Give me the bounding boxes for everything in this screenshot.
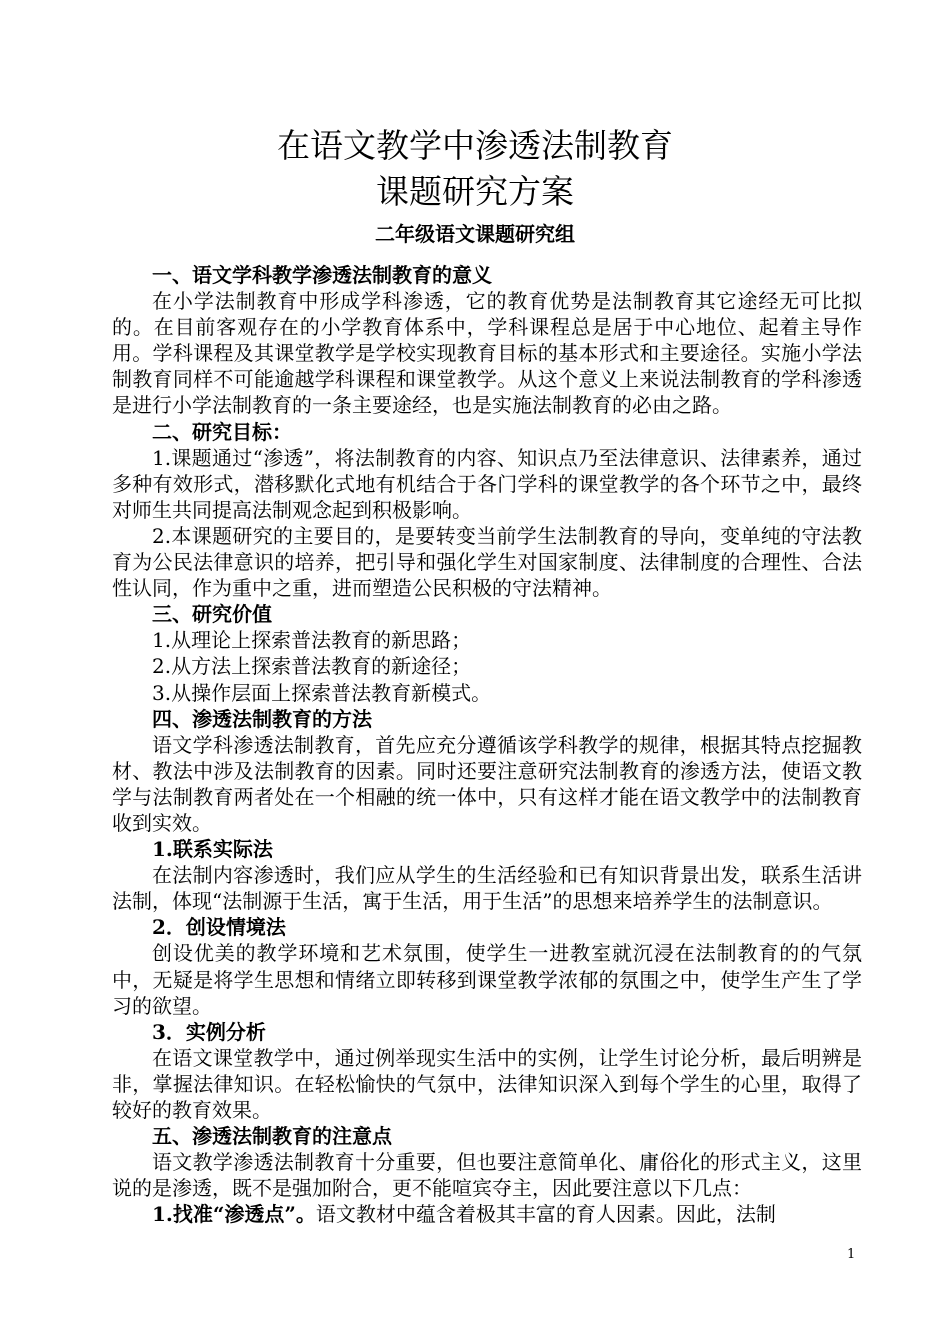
section-5-point-1 (112, 1201, 862, 1227)
method-2-paragraph: 创设优美的教学环境和艺术氛围，使学生一进教室就沉浸在法制教育的的气氛中，无疑是将学生思想和情绪立即转移到课堂教学浓郁的氛围之中，使学生产生了学习的欲望。 (112, 941, 862, 1018)
section-4-paragraph: 语文学科渗透法制教育，首先应充分遵循该学科教学的规律，根据其特点挖掘教材、教法中涉及法制教育的因素。同时还要注意研究法制教育的渗透方法，使语文教学与法制教育两者处在一个相融的统一体中，只有这样才能在语文教学中的法制教育收到实效。 (112, 732, 862, 835)
page-number: 1 (847, 1247, 856, 1262)
section-3-item-2: 2.从方法上探索普法教育的新途径； (152, 654, 472, 679)
method-1-paragraph: 在法制内容渗透时，我们应从学生的生活经验和已有知识背景出发，联系生活讲法制，体现“法制源于生活，寓于生活，用于生活”的思想来培养学生的法制意识。 (112, 863, 862, 914)
section-2-paragraph-2: 2.本课题研究的主要目的，是要转变当前学生法制教育的导向，变单纯的守法教育为公民法律意识的培养，把引导和强化学生对国家制度、法律制度的合理性、合法性认同，作为重中之重，进而塑造公民积极的守法精神。 (112, 523, 862, 601)
section-1-heading: 一、语文学科教学渗透法制教育的意义 (152, 263, 492, 287)
section-5-paragraph: 语文教学渗透法制教育十分重要，但也要注意简单化、庸俗化的形式主义，这里说的是渗透，既不是强加附合，更不能喧宾夺主，因此要注意以下几点： (112, 1150, 862, 1201)
method-3-heading: 3．实例分析 (152, 1019, 266, 1044)
section-2-heading: 二、研究目标： (152, 419, 292, 444)
section-4-heading: 四、渗透法制教育的方法 (152, 706, 372, 731)
document-title-line-2: 课题研究方案 (376, 172, 574, 211)
method-3-paragraph: 在语文课堂教学中，通过例举现实生活中的实例，让学生讨论分析，最后明辨是非，掌握法律知识。在轻松愉快的气氛中，法律知识深入到每个学生的心里，取得了较好的教育效果。 (112, 1045, 862, 1122)
document-body (112, 262, 862, 1227)
section-3-item-3: 3.从操作层面上探索普法教育新模式。 (152, 680, 492, 705)
section-5-heading: 五、渗透法制教育的注意点 (152, 1124, 392, 1149)
section-5-point-1-label: 1.找准“渗透点”。 (152, 1202, 316, 1227)
method-2-heading: 2．创设情境法 (152, 915, 286, 940)
method-1-heading: 1.联系实际法 (152, 837, 273, 862)
document-title-line-1: 在语文教学中渗透法制教育 (277, 126, 673, 165)
document-subtitle: 二年级语文课题研究组 (375, 222, 575, 246)
section-3-item-1: 1.从理论上探索普法教育的新思路； (152, 628, 472, 653)
section-5-point-1-text: 语文教材中蕴含着极其丰富的育人因素。因此，法制 (315, 1202, 776, 1227)
section-2-paragraph-1: 1.课题通过“渗透”，将法制教育的内容、知识点乃至法律意识、法律素养，通过多种有效形式，潜移默化式地有机结合于各门学科的课堂教学的各个环节之中，最终对师生共同提高法制观念起到积极影响。 (112, 445, 862, 522)
section-3-heading: 三、研究价值 (152, 602, 272, 627)
section-1-paragraph: 在小学法制教育中形成学科渗透，它的教育优势是法制教育其它途经无可比拟的。在目前客观存在的小学教育体系中，学科课程总是居于中心地位、起着主导作用。学科课程及其课堂教学是学校实现教育目标的基本形式和主要途径。实施小学法制教育同样不可能逾越学科课程和课堂教学。从这个意义上来说法制教育的学科渗透是进行小学法制教育的一条主要途经，也是实施法制教育的必由之路。 (112, 289, 862, 418)
